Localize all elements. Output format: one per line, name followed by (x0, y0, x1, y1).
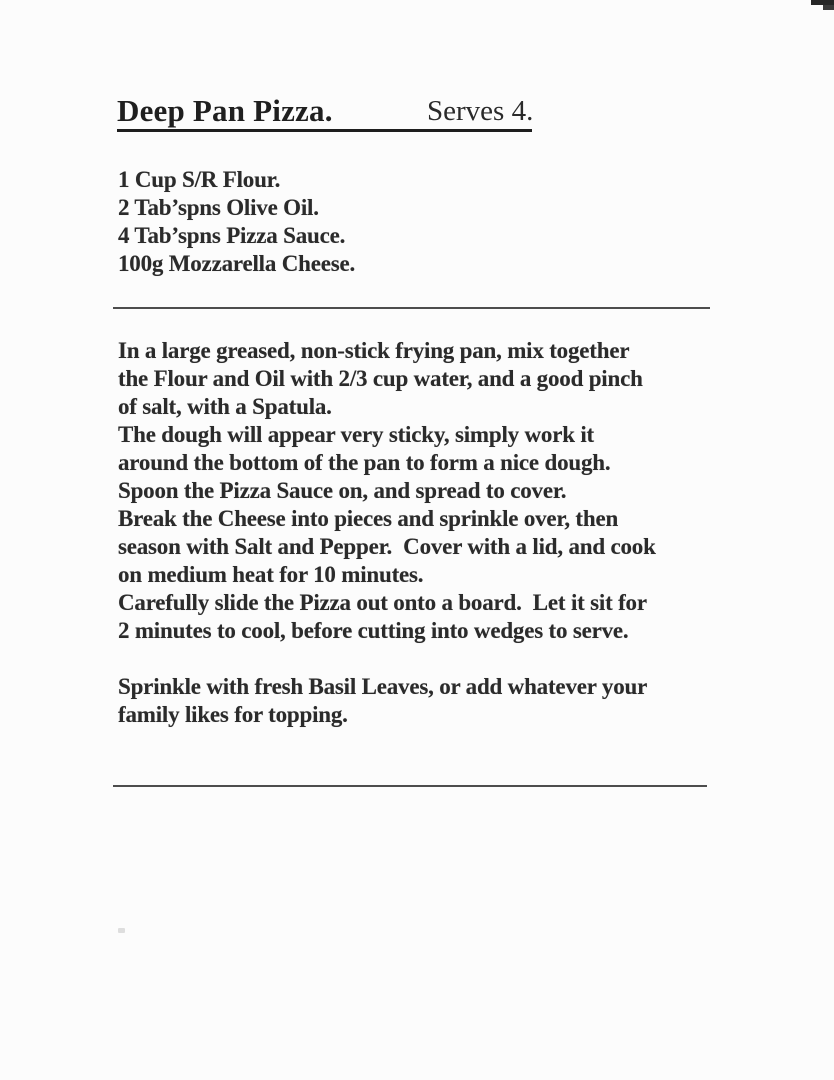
instruction-line: Spoon the Pizza Sauce on, and spread to cover. (118, 478, 567, 503)
scan-speck (118, 928, 125, 933)
instruction-line: 2 minutes to cool, before cutting into wedges to serve. (118, 618, 629, 643)
instruction-line: around the bottom of the pan to form a nice dough. (118, 450, 611, 475)
note-line: Sprinkle with fresh Basil Leaves, or add whatever your (118, 674, 648, 699)
ingredient-line: 2 Tab’spns Olive Oil. (118, 195, 319, 220)
instructions-block (118, 337, 656, 645)
instruction-line: the Flour and Oil with 2/3 cup water, and a good pinch (118, 366, 643, 391)
divider-top (113, 307, 710, 309)
instruction-line: The dough will appear very sticky, simply work it (118, 422, 595, 447)
scan-artifact-top-right-notch (823, 5, 834, 10)
ingredients-list (118, 166, 355, 278)
note-line: family likes for topping. (118, 702, 348, 727)
instruction-line: In a large greased, non-stick frying pan, mix together (118, 338, 630, 363)
instruction-line: of salt, with a Spatula. (118, 394, 332, 419)
divider-bottom (113, 785, 707, 787)
instruction-line: Break the Cheese into pieces and sprinkle over, then (118, 506, 619, 531)
ingredient-line: 1 Cup S/R Flour. (118, 167, 281, 192)
ingredient-line: 100g Mozzarella Cheese. (118, 251, 356, 276)
instruction-line: on medium heat for 10 minutes. (118, 562, 424, 587)
instruction-line: Carefully slide the Pizza out onto a board. Let it sit for (118, 590, 647, 615)
recipe-title-row (117, 94, 532, 132)
ingredient-line: 4 Tab’spns Pizza Sauce. (118, 223, 346, 248)
topping-note-block (118, 673, 647, 729)
instruction-line: season with Salt and Pepper. Cover with a lid, and cook (118, 534, 656, 559)
recipe-title: Deep Pan Pizza. (117, 93, 333, 128)
serves-label: Serves 4. (427, 95, 534, 127)
